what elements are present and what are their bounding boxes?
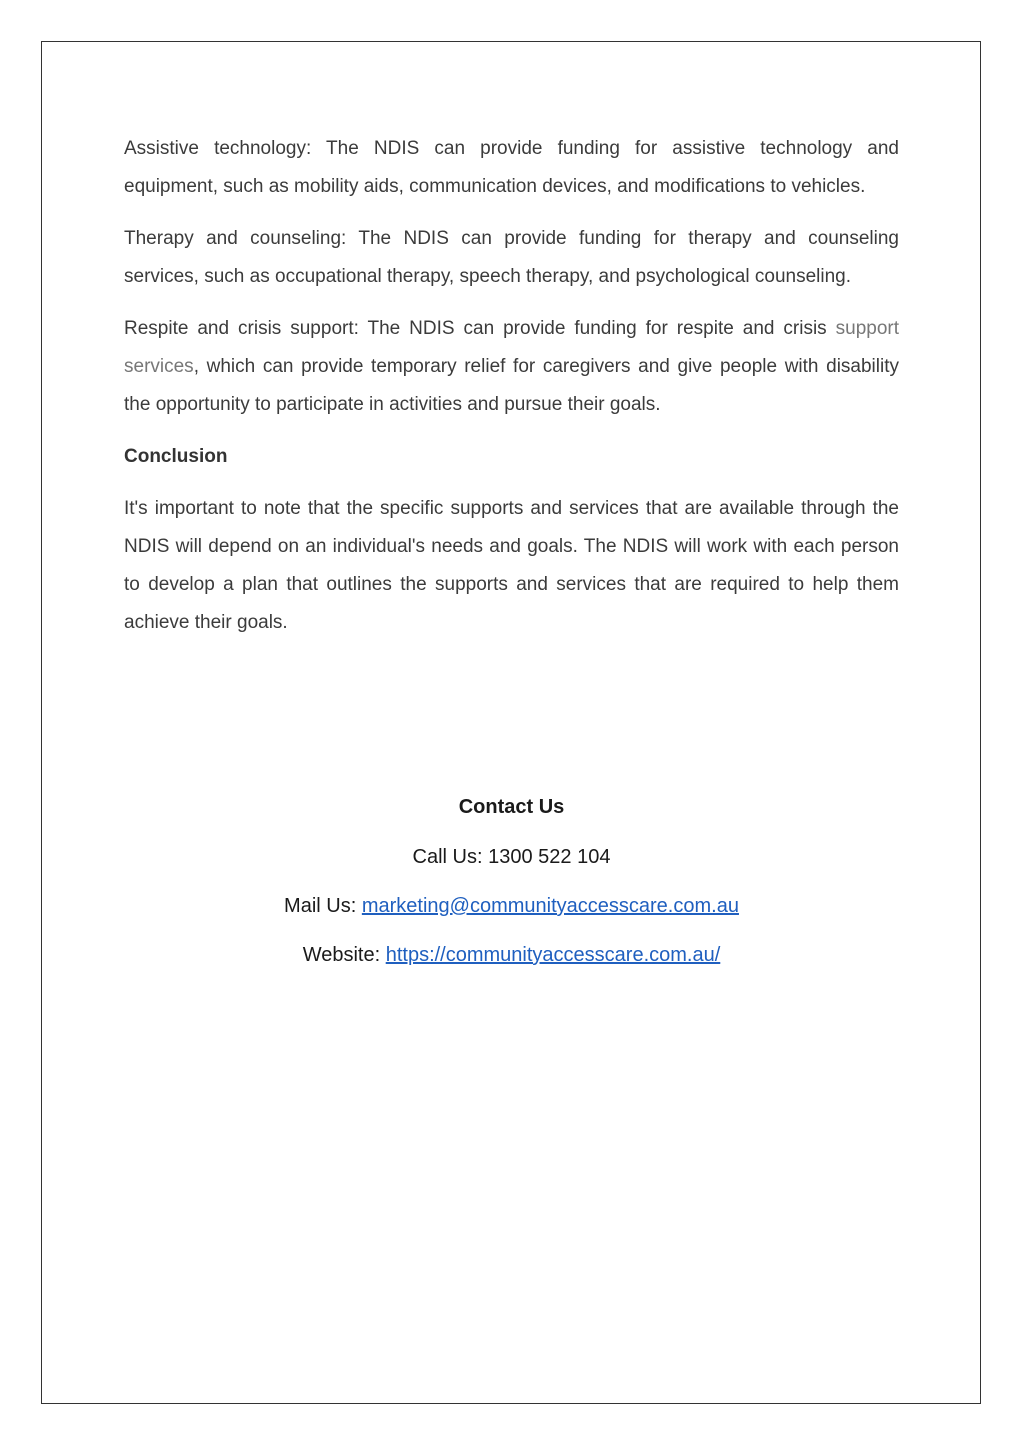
email-link[interactable]: marketing@communityaccesscare.com.au — [361, 895, 739, 917]
website-link[interactable]: https://communityaccesscare.com.au/ — [385, 944, 721, 966]
document-body — [124, 130, 899, 656]
support-services-link[interactable]: support services — [124, 318, 899, 377]
website-line — [124, 932, 899, 978]
conclusion-heading: Conclusion — [124, 446, 228, 467]
mail-us-label: Mail Us: — [284, 895, 362, 917]
website-label: Website: — [302, 944, 386, 966]
paragraph-therapy-counseling: Therapy and counseling: The NDIS can provide funding for therapy and counseling services, such as occupational therapy, speech therapy, and psychological counseling. — [124, 228, 899, 287]
mail-us-line — [124, 883, 899, 929]
call-us-line: Call Us: 1300 522 104 — [412, 846, 611, 868]
respite-text-start: Respite and crisis support: The NDIS can provide funding for respite and crisis — [124, 318, 836, 339]
conclusion-paragraph: It's important to note that the specific supports and services that are available through the NDIS will depend on an individual's needs and goals. The NDIS will work with each person to develop a plan that outlines the supports and services that are required to help them achieve their goals. — [124, 498, 899, 633]
paragraph-assistive-technology: Assistive technology: The NDIS can provide funding for assistive technology and equipment, such as mobility aids, communication devices, and modifications to vehicles. — [124, 138, 899, 197]
contact-title: Contact Us — [458, 796, 565, 818]
contact-section — [124, 784, 899, 981]
paragraph-respite-crisis — [124, 310, 899, 424]
respite-text-end: , which can provide temporary relief for caregivers and give people with disability the opportunity to participate in activities and pursue their goals. — [124, 356, 899, 415]
